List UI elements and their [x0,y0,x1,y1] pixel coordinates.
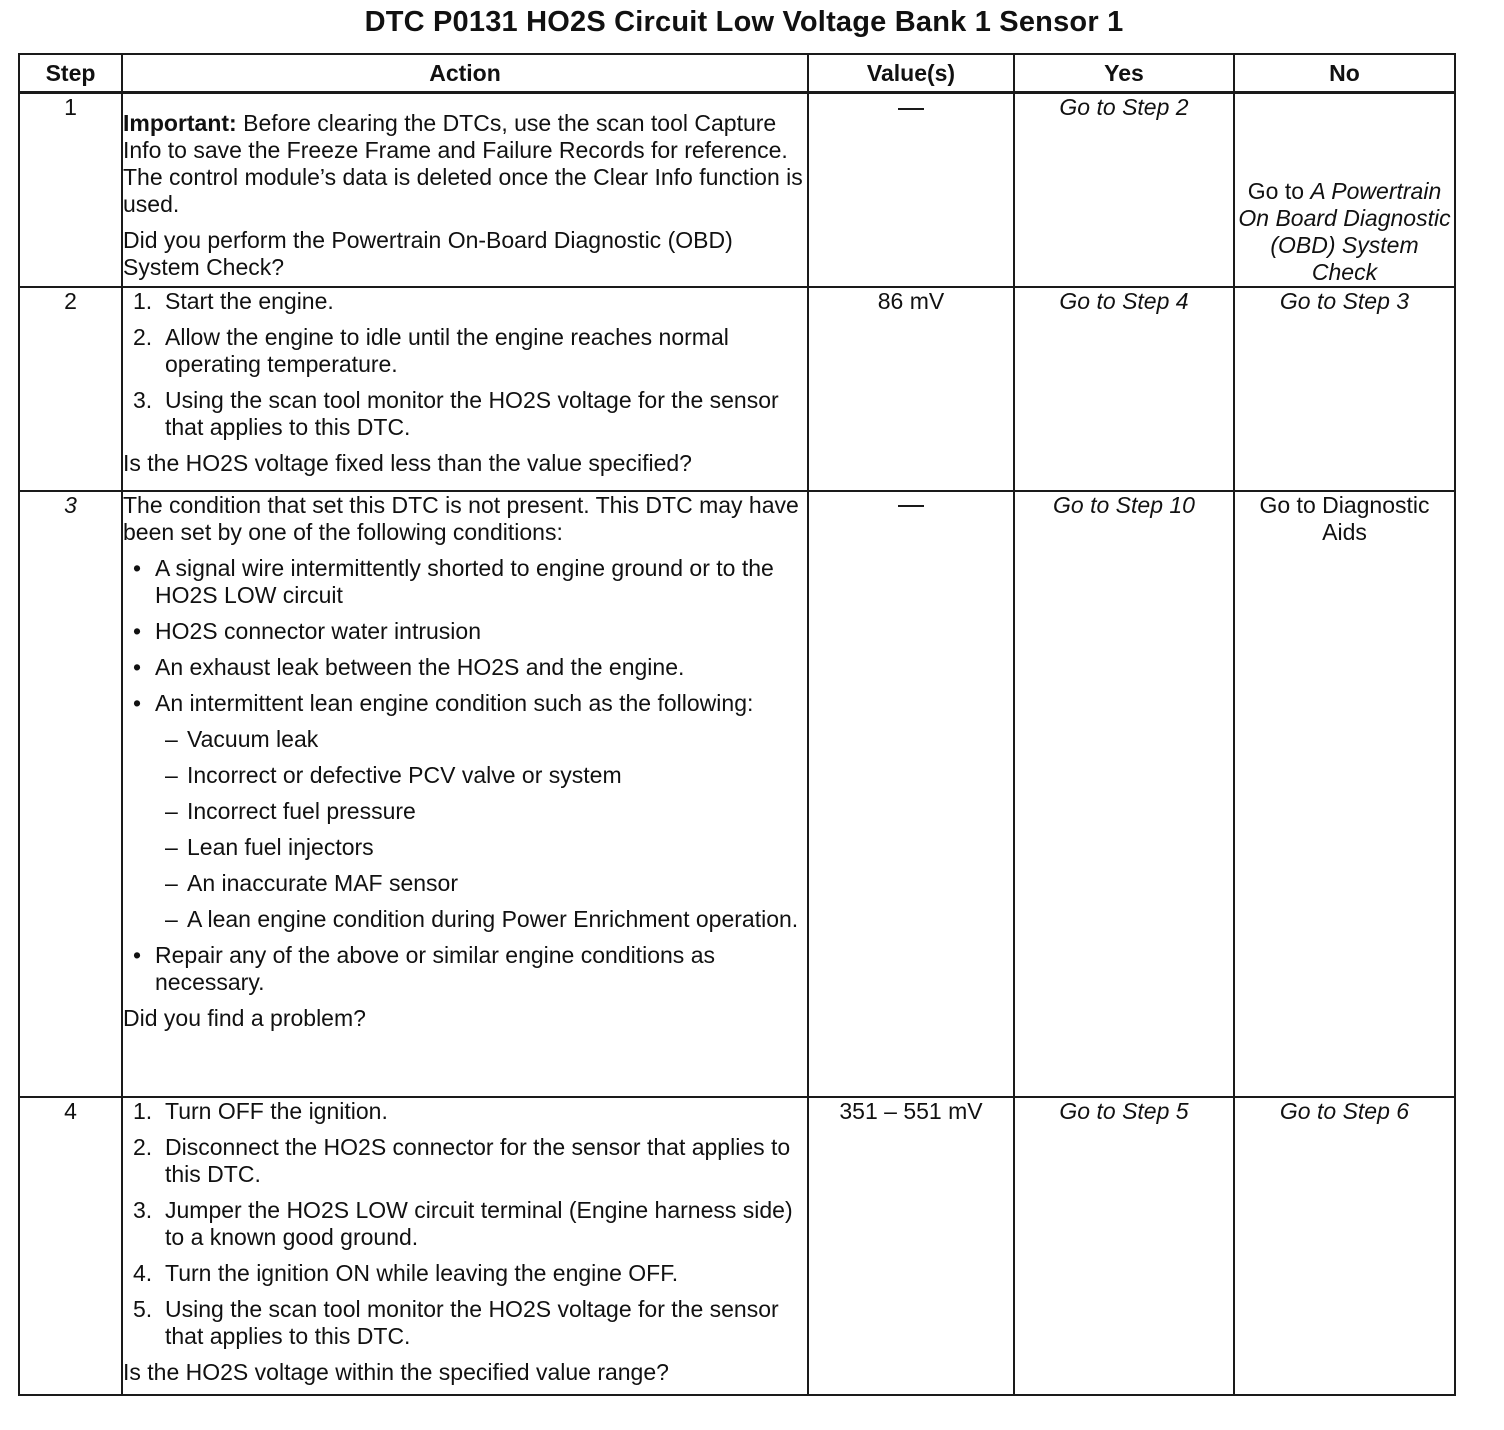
list-item: 1. Turn OFF the ignition. [133,1097,388,1124]
action-cell [122,287,808,491]
action-cell [122,93,808,287]
step-question: Is the HO2S voltage fixed less than the value specified? [123,449,692,476]
list-item: • An exhaust leak between the HO2S and the engine. [133,653,685,680]
no-action-link[interactable] [1234,93,1455,287]
step-question: Did you find a problem? [123,1004,366,1031]
yes-action-link[interactable]: Go to Step 5 [1014,1097,1234,1395]
yes-action-link[interactable]: Go to Step 2 [1014,93,1234,287]
list-item: • Repair any of the above or similar engine conditions as necessary. [133,941,715,995]
value-dash-mark [898,505,924,507]
yes-action-link[interactable]: Go to Step 10 [1014,491,1234,1097]
list-item: • An intermittent lean engine condition such as the following: – Vacuum leak – Incorrect or defective PCV valve or system – Incorrect fuel pressure – Lean fuel injectors – An inaccurate MAF sensor – A lean engine condition during Power Enrichment operation. [123,690,807,933]
diagnostic-table [18,53,1456,1396]
list-item: – An inaccurate MAF sensor [165,869,459,896]
list-item: 5. Using the scan tool monitor the HO2S voltage for the sensor that applies to this DTC. [133,1295,779,1349]
no-action-link[interactable]: Go to Diagnostic Aids [1234,491,1455,1097]
step-number: 1 [19,93,122,287]
yes-action-link[interactable]: Go to Step 4 [1014,287,1234,491]
list-item: – Incorrect fuel pressure [165,797,416,824]
header-values: Value(s) [808,54,1014,93]
important-note [123,110,807,218]
value-cell [808,93,1014,287]
step-number: 2 [19,287,122,491]
no-action-link[interactable]: Go to Step 6 [1234,1097,1455,1395]
list-item: – Incorrect or defective PCV valve or system [165,761,622,788]
value-cell: 86 mV [808,287,1014,491]
list-item: – A lean engine condition during Power Enrichment operation. [165,905,799,932]
header-action: Action [122,54,808,93]
step-number: 3 [19,491,122,1097]
table-row [19,287,1455,491]
value-dash-mark [898,108,924,110]
header-yes: Yes [1014,54,1234,93]
no-reference: A Powertrain On Board Diagnostic (OBD) System Check [1238,177,1451,285]
list-item: 3. Jumper the HO2S LOW circuit terminal (Engine harness side) to a known good ground. [133,1196,793,1250]
no-action-link[interactable]: Go to Step 3 [1234,287,1455,491]
value-cell: 351 – 551 mV [808,1097,1014,1395]
procedure-list [123,288,807,441]
action-cell [122,1097,808,1395]
table-row [19,93,1455,287]
list-item: 2. Disconnect the HO2S connector for the sensor that applies to this DTC. [133,1133,791,1187]
header-step: Step [19,54,122,93]
list-item: • HO2S connector water intrusion [133,617,481,644]
procedure-list [123,1098,807,1350]
list-item: 4. Turn the ignition ON while leaving the engine OFF. [133,1259,679,1286]
step-number: 4 [19,1097,122,1395]
step-question: Did you perform the Powertrain On-Board Diagnostic (OBD) System Check? [123,227,733,280]
important-label: Important: [123,110,237,136]
no-prefix: Go to [1247,177,1305,204]
list-item: 1. Start the engine. [133,287,334,314]
lean-condition-sublist [155,726,807,933]
list-item: 2. Allow the engine to idle until the engine reaches normal operating temperature. [133,323,729,377]
list-item: – Lean fuel injectors [165,833,374,860]
action-cell [122,491,808,1097]
step-question: Is the HO2S voltage within the specified value range? [123,1358,669,1385]
list-item: 3. Using the scan tool monitor the HO2S voltage for the sensor that applies to this DTC. [133,386,779,440]
table-header-row [19,54,1455,93]
important-text: Before clearing the DTCs, use the scan tool Capture Info to save the Freeze Frame and Failure Records for reference. The control module’s data is deleted once the Clear Info function is used. [123,110,803,217]
list-item: • A signal wire intermittently shorted to engine ground or to the HO2S LOW circuit [133,554,774,608]
page-title: DTC P0131 HO2S Circuit Low Voltage Bank 1 Sensor 1 [364,6,1124,38]
table-row [19,1097,1455,1395]
value-cell [808,491,1014,1097]
table-row [19,491,1455,1097]
list-item: – Vacuum leak [165,725,319,752]
condition-intro: The condition that set this DTC is not present. This DTC may have been set by one of the following conditions: [123,491,799,545]
header-no: No [1234,54,1455,93]
condition-list [123,555,807,996]
